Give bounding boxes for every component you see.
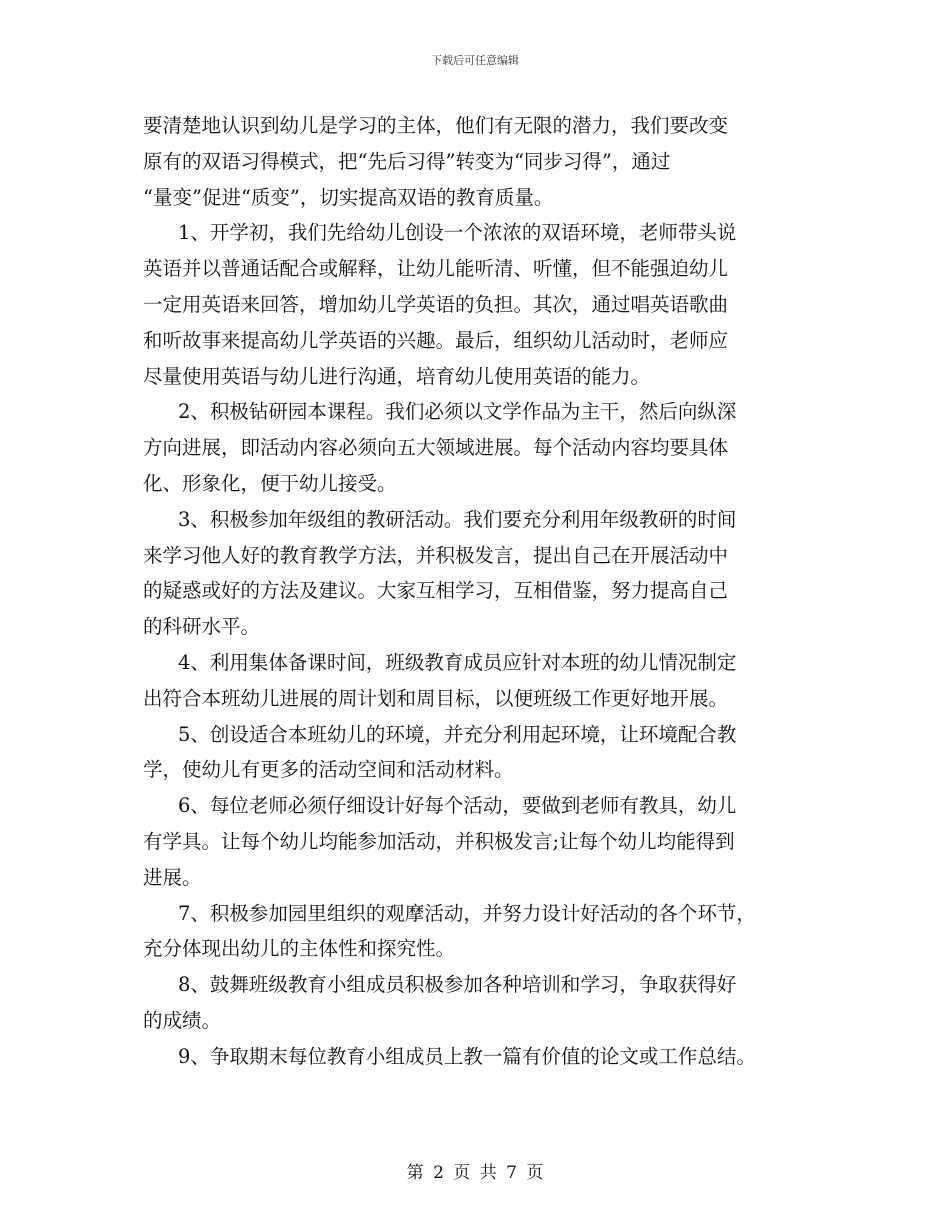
text-line: 有学具。让每个幼儿均能参加活动，并积极发言;让每个幼儿均能得到: [143, 829, 735, 853]
text-line: 充分体现出幼儿的主体性和探究性。: [143, 937, 456, 961]
text-line: 学，使幼儿有更多的活动空间和活动材料。: [143, 758, 514, 782]
text-line: 英语并以普通话配合或解释，让幼儿能听清、听懂，但不能强迫幼儿: [143, 257, 729, 281]
text-line: 出符合本班幼儿进展的周计划和周目标，以便班级工作更好地开展。: [143, 686, 729, 710]
text-line: “量变”促进“质变”，切实提高双语的教育质量。: [143, 185, 554, 209]
paragraph-1-first-line: 1、开学初，我们先给幼儿创设一个浓浓的双语环境，老师带头说: [178, 221, 737, 245]
text-line: 尽量使用英语与幼儿进行沟通，培育幼儿使用英语的能力。: [143, 364, 651, 388]
text-line: 的疑惑或好的方法及建议。大家互相学习，互相借鉴，努力提高自己: [143, 579, 729, 603]
text-line: 一定用英语来回答，增加幼儿学英语的负担。其次，通过唱英语歌曲: [143, 292, 729, 316]
text-line: 的成绩。: [143, 1008, 222, 1032]
paragraph-9-first-line: 9、争取期末每位教育小组成员上教一篇有价值的论文或工作总结。: [178, 1044, 756, 1068]
text-line: 方向进展，即活动内容必须向五大领域进展。每个活动内容均要具体: [143, 436, 729, 460]
text-line: 的科研水平。: [143, 615, 261, 639]
paragraph-3-first-line: 3、积极参加年级组的教研活动。我们要充分利用年级教研的时间: [178, 507, 737, 531]
page-footer: 第 2 页 共 7 页: [406, 1163, 544, 1183]
text-line: 化、形象化，便于幼儿接受。: [143, 471, 397, 495]
page-header: 下载后可任意编辑: [431, 54, 519, 67]
text-line: 要清楚地认识到幼儿是学习的主体，他们有无限的潜力，我们要改变: [143, 114, 729, 137]
paragraph-4-first-line: 4、利用集体备课时间，班级教育成员应针对本班的幼儿情况制定: [178, 650, 737, 674]
text-line: 原有的双语习得模式，把“先后习得”转变为“同步习得”，通过: [143, 149, 671, 173]
text-line: 和听故事来提高幼儿学英语的兴趣。最后，组织幼儿活动时，老师应: [143, 328, 729, 352]
document-body: [143, 108, 833, 1075]
paragraph-8-first-line: 8、鼓舞班级教育小组成员积极参加各种培训和学习，争取获得好: [178, 973, 737, 997]
paragraph-6-first-line: 6、每位老师必须仔细设计好每个活动，要做到老师有教具，幼儿: [178, 794, 737, 818]
text-line: 来学习他人好的教育教学方法，并积极发言，提出自己在开展活动中: [143, 543, 729, 567]
paragraph-7-first-line: 7、积极参加园里组织的观摩活动，并努力设计好活动的各个环节，: [178, 901, 756, 925]
paragraph-5-first-line: 5、创设适合本班幼儿的环境，并充分利用起环境，让环境配合教: [178, 722, 737, 746]
text-line: 进展。: [143, 865, 202, 889]
paragraph-2-first-line: 2、积极钻研园本课程。我们必须以文学作品为主干，然后向纵深: [178, 400, 737, 424]
